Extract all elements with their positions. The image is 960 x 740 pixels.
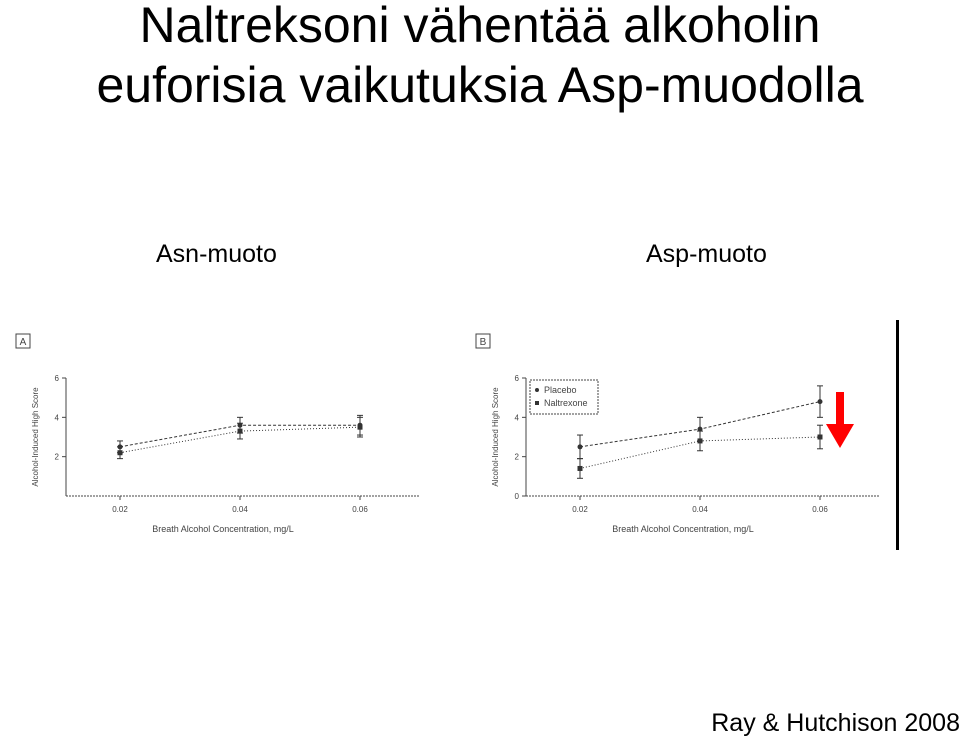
y-axis-label: Alcohol-Induced High Score: [31, 387, 40, 487]
y-tick-label: 0: [514, 492, 519, 501]
x-axis-label: Breath Alcohol Concentration, mg/L: [612, 524, 754, 534]
x-tick-label: 0.04: [232, 505, 248, 514]
x-axis-label: Breath Alcohol Concentration, mg/L: [152, 524, 294, 534]
y-tick-label: 2: [54, 452, 59, 462]
y-tick-label: 2: [514, 452, 519, 462]
data-point: [358, 425, 363, 430]
y-axis-label: Alcohol-Induced High Score: [491, 387, 500, 487]
y-tick-label: 6: [514, 374, 519, 383]
legend-marker: [535, 388, 539, 392]
x-tick-label: 0.06: [812, 505, 828, 514]
y-tick-label: 4: [54, 413, 59, 423]
citation: Ray & Hutchison 2008: [711, 709, 960, 737]
x-tick-label: 0.04: [692, 505, 708, 514]
slide-title-line-1: Naltreksoni vähentää alkoholin: [139, 0, 821, 53]
divider-line: [896, 320, 899, 550]
data-point: [578, 466, 583, 471]
data-point: [818, 399, 823, 404]
slide-title-line-2: euforisia vaikutuksia Asp-muodolla: [96, 57, 864, 113]
x-tick-label: 0.02: [112, 505, 128, 514]
x-tick-label: 0.06: [352, 505, 368, 514]
x-tick-label: 0.02: [572, 505, 588, 514]
y-tick-label: 4: [514, 413, 519, 423]
data-point: [818, 435, 823, 440]
panel-label-asn: Asn-muoto: [156, 240, 277, 268]
legend-label: Naltrexone: [544, 398, 588, 408]
legend-label: Placebo: [544, 385, 577, 395]
data-point: [238, 429, 243, 434]
panel-letter: B: [479, 337, 487, 348]
down-arrow-icon: [826, 392, 854, 450]
y-tick-label: 6: [54, 374, 59, 383]
panel-label-asp: Asp-muoto: [646, 240, 767, 268]
data-point: [578, 444, 583, 449]
panel-letter: A: [19, 337, 27, 348]
data-point: [118, 450, 123, 455]
legend-marker: [535, 401, 539, 405]
data-point: [698, 438, 703, 443]
chart-panel-a: [10, 320, 430, 540]
